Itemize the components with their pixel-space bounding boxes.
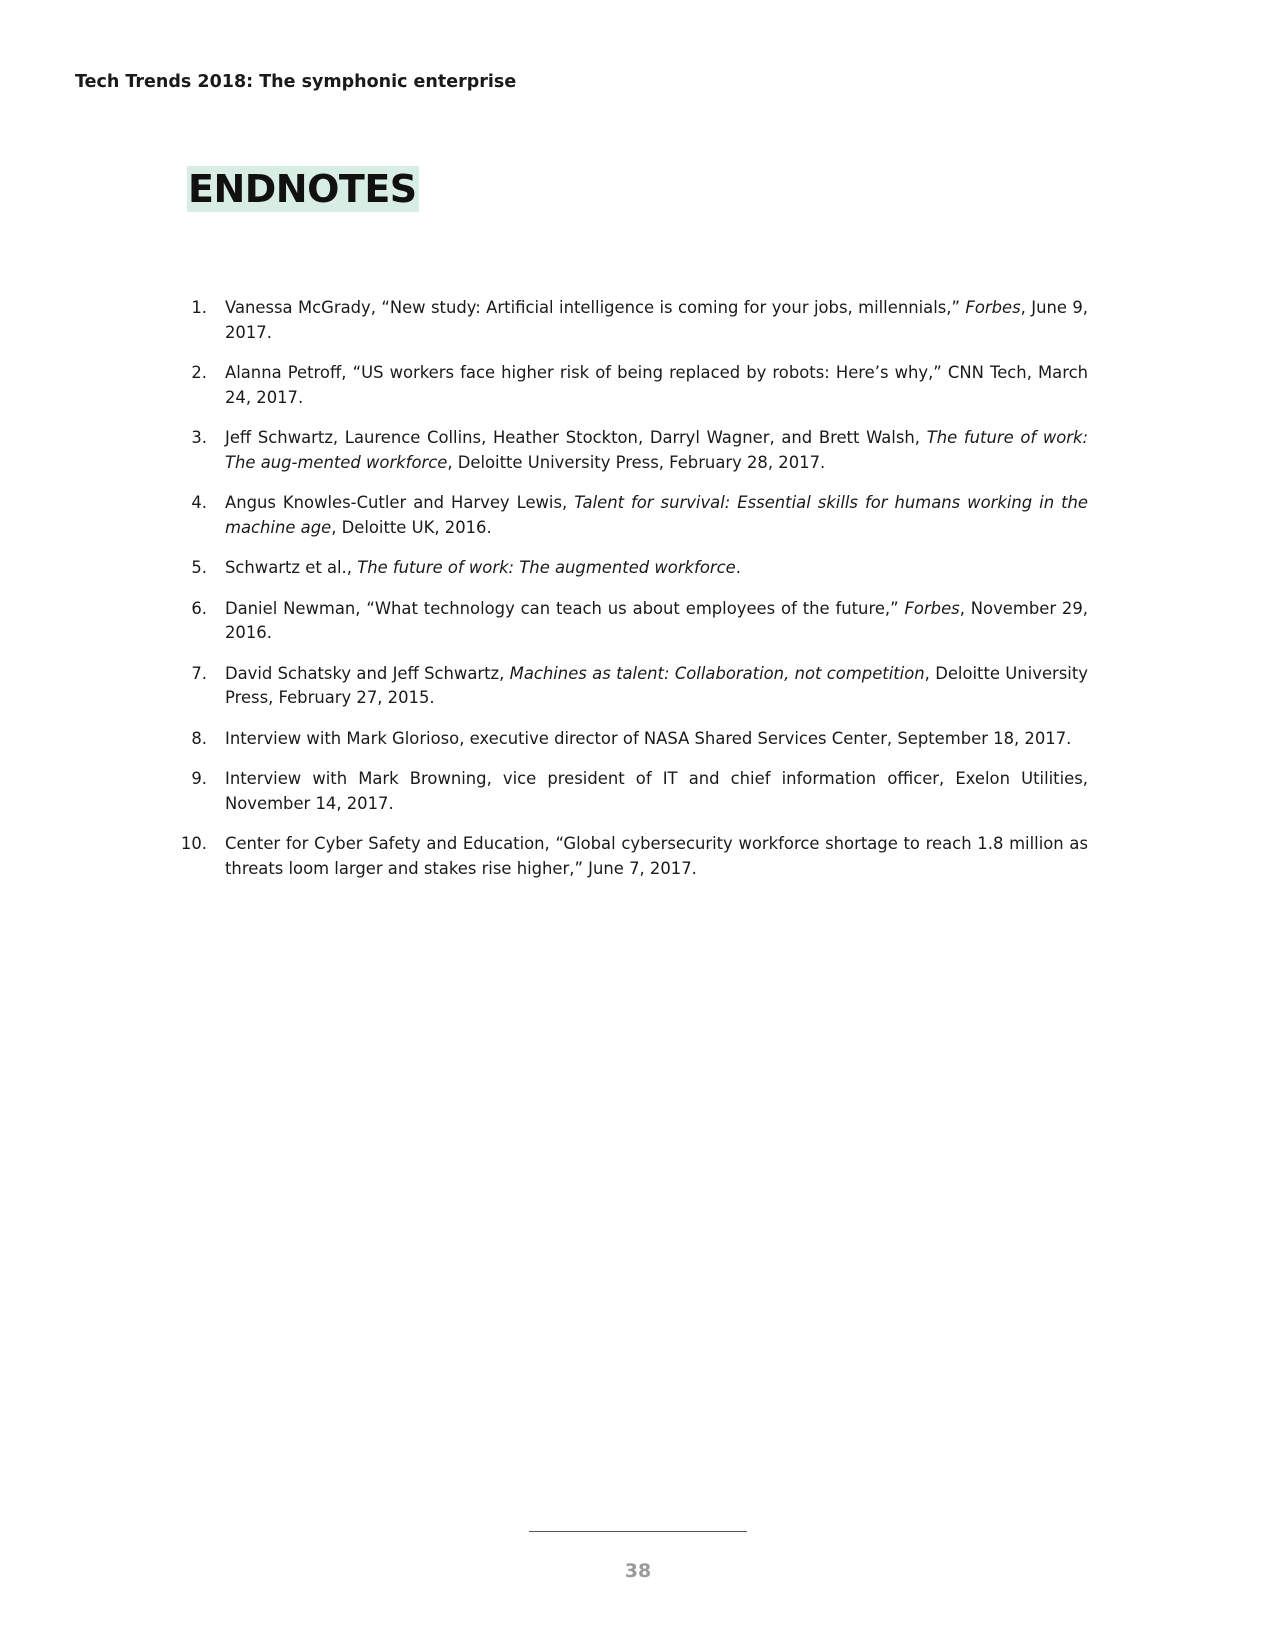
endnote-item	[187, 296, 1088, 345]
footer-divider	[529, 1531, 747, 1532]
endnote-number: 1.	[191, 298, 207, 317]
endnote-italic-title: Talent for survival: Essential skills for humans working in the machine age	[225, 493, 1088, 537]
endnote-number: 4.	[191, 493, 207, 512]
endnotes-list	[180, 296, 1089, 897]
section-title-endnotes: ENDNOTES	[188, 167, 417, 211]
endnote-item	[187, 597, 1088, 646]
endnote-item	[187, 727, 1088, 752]
endnote-item	[187, 361, 1088, 410]
endnote-text: Interview with Mark Glorioso, executive director of NASA Shared Services Center, September 18, 2017.	[225, 728, 1072, 748]
endnote-text: Jeff Schwartz, Laurence Collins, Heather Stockton, Darryl Wagner, and Brett Walsh,	[225, 428, 927, 447]
endnote-italic-title: Forbes	[904, 598, 960, 618]
endnote-text: Schwartz et al.,	[225, 558, 358, 577]
endnote-number: 9.	[191, 769, 207, 788]
endnote-number: 8.	[191, 728, 207, 748]
endnote-item	[187, 426, 1088, 475]
endnote-text: Daniel Newman, “What technology can teach us about employees of the future,”	[225, 598, 905, 618]
endnote-number: 5.	[191, 558, 207, 577]
endnote-text: Angus Knowles-Cutler and Harvey Lewis,	[225, 493, 575, 512]
endnote-text: .	[735, 558, 741, 577]
endnote-text: Vanessa McGrady, “New study: Artificial intelligence is coming for your jobs, millennials,”	[225, 298, 966, 317]
endnote-number: 7.	[191, 663, 207, 683]
endnote-number: 6.	[191, 598, 207, 618]
endnote-number: 10.	[180, 834, 207, 853]
endnote-number: 3.	[191, 428, 207, 447]
endnote-text: Center for Cyber Safety and Education, “Global cybersecurity workforce shortage to reach 1.8 million as threats loom larger and stakes rise higher,” June 7, 2017.	[225, 834, 1088, 878]
endnote-text: , November 29, 2016.	[225, 598, 1088, 642]
endnote-text: , Deloitte University Press, February 27, 2015.	[225, 663, 1088, 707]
endnote-number: 2.	[191, 363, 207, 382]
endnote-item	[187, 767, 1088, 816]
endnote-text: David Schatsky and Jeff Schwartz,	[225, 663, 510, 683]
endnote-item	[187, 662, 1088, 711]
page-number: 38	[624, 1560, 652, 1582]
endnote-italic-title: Machines as talent: Collaboration, not competition	[509, 663, 925, 683]
endnote-text: Interview with Mark Browning, vice president of IT and chief information officer, Exelon Utilities, November 14, 2017.	[225, 769, 1088, 813]
endnote-text: , Deloitte University Press, February 28, 2017.	[447, 452, 826, 472]
endnote-item	[187, 556, 1088, 581]
endnote-text: , Deloitte UK, 2016.	[331, 517, 492, 537]
endnote-item	[180, 832, 1088, 881]
endnote-italic-title: The future of work: The augmented workforce	[357, 558, 736, 577]
running-header-title: Tech Trends 2018: The symphonic enterprise	[75, 72, 517, 92]
endnote-text: , June 9, 2017.	[225, 298, 1088, 342]
endnote-text: Alanna Petroff, “US workers face higher risk of being replaced by robots: Here’s why,” CNN Tech, March 24, 2017.	[225, 363, 1088, 407]
endnote-italic-title: Forbes	[965, 298, 1021, 317]
endnote-item	[187, 491, 1088, 540]
endnote-italic-title: The future of work: The aug-mented workforce	[225, 428, 1089, 472]
